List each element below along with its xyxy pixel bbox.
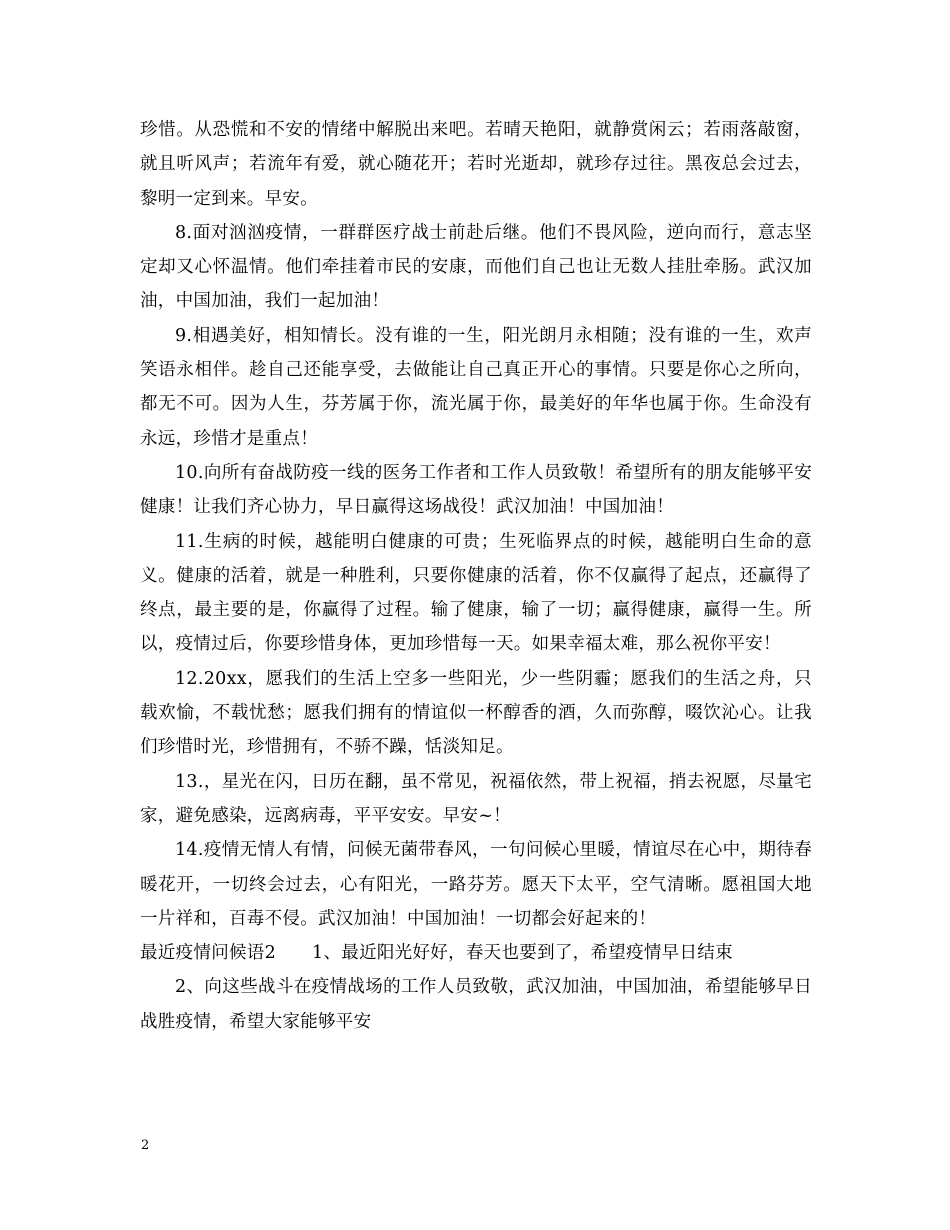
paragraph-item-9: 9.相遇美好，相知情长。没有谁的一生，阳光朗月永相随；没有谁的一生，欢声笑语永相伴。趁自己还能享受，去做能让自己真正开心的事情。只要是你心之所向，都无不可。因为人生，芬芳属于你，流光属于你，最美好的年华也属于你。生命没有永远，珍惜才是重点！ [140, 325, 812, 449]
paragraph-item-14: 14.疫情无情人有情，问候无菌带春风，一句问候心里暖，情谊尽在心中，期待春暖花开，一切终会过去，心有阳光，一路芬芳。愿天下太平，空气清晰。愿祖国大地一片祥和，百毒不侵。武汉加油！中国加油！一切都会好起来的！ [140, 840, 812, 929]
section-first-item: 1、最近阳光好好，春天也要到了，希望疫情早日结束 [312, 943, 733, 964]
page-number: 2 [141, 1138, 150, 1153]
paragraph-item-8: 8.面对汹汹疫情，一群群医疗战士前赴后继。他们不畏风险，逆向而行，意志坚定却又心怀温情。他们牵挂着市民的安康，而他们自己也让无数人挂肚牵肠。武汉加油，中国加油，我们一起加油！ [140, 222, 812, 312]
section-heading-line [140, 936, 812, 970]
paragraph-continuation: 珍惜。从恐慌和不安的情绪中解脱出来吧。若晴天艳阳，就静赏闲云；若雨落敲窗，就且听风声；若流年有爱，就心随花开；若时光逝却，就珍存过往。黑夜总会过去，黎明一定到来。早安。 [140, 120, 812, 209]
paragraph-item-13: 13.，星光在闪，日历在翻，虽不常见，祝福依然，带上祝福，捎去祝愿，尽量宅家，避免感染，远离病毒，平平安安。早安~！ [140, 771, 812, 826]
paragraph-item-10: 10.向所有奋战防疫一线的医务工作者和工作人员致敬！希望所有的朋友能够平安健康！让我们齐心协力，早日赢得这场战役！武汉加油！中国加油！ [140, 462, 812, 518]
section-title: 最近疫情问候语2 [140, 943, 277, 964]
document-body [140, 113, 812, 1039]
paragraph-section2-item-2: 2、向这些战斗在疫情战场的工作人员致敬，武汉加油，中国加油，希望能够早日战胜疫情，希望大家能够平安 [140, 977, 812, 1032]
paragraph-item-12: 12.20xx，愿我们的生活上空多一些阳光，少一些阴霾；愿我们的生活之舟，只载欢愉，不载忧愁；愿我们拥有的情谊似一杯醇香的酒，久而弥醇，啜饮沁心。让我们珍惜时光，珍惜拥有，不骄不躁，恬淡知足。 [140, 668, 812, 758]
paragraph-item-11: 11.生病的时候，越能明白健康的可贵；生死临界点的时候，越能明白生命的意义。健康的活着，就是一种胜利，只要你健康的活着，你不仅赢得了起点，还赢得了终点，最主要的是，你赢得了过程。输了健康，输了一切；赢得健康，赢得一生。所以，疫情过后，你要珍惜身体，更加珍惜每一天。如果幸福太难，那么祝你平安！ [140, 531, 812, 655]
